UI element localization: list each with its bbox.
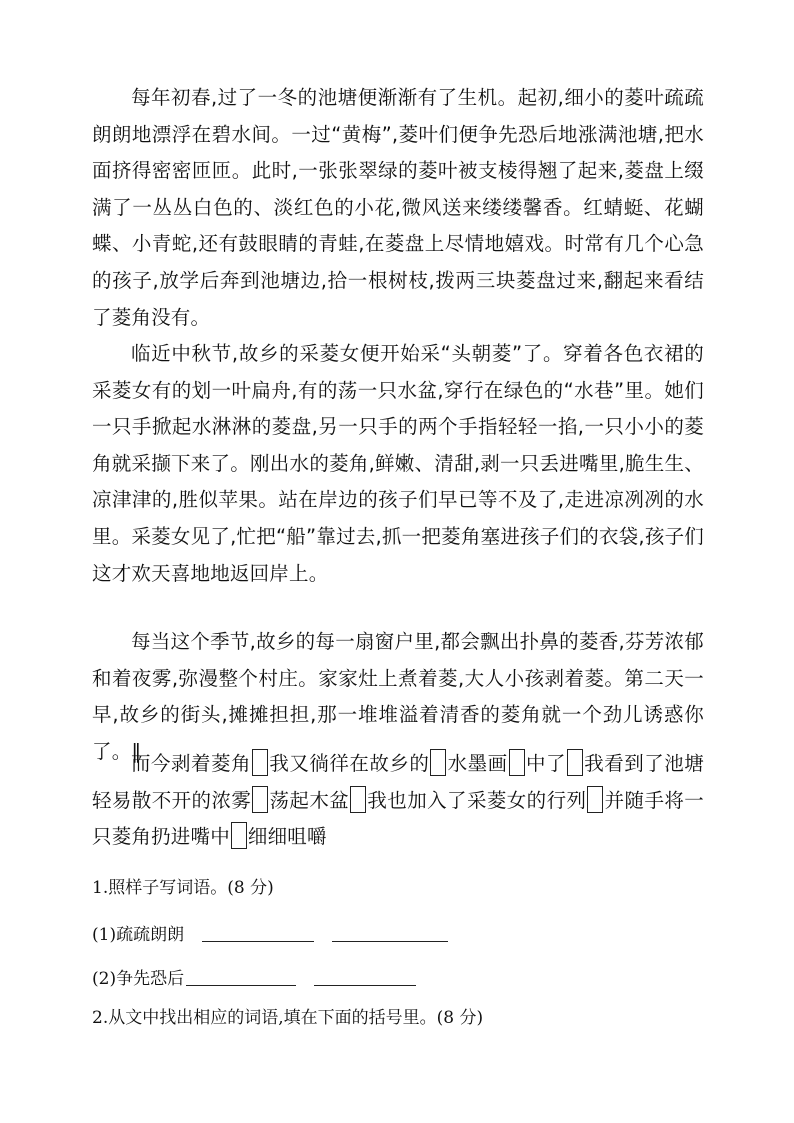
example-word: (2)争先恐后	[92, 969, 185, 989]
answer-blank[interactable]	[332, 923, 448, 942]
question-1-title: 1.照样子写词语。(8 分)	[92, 878, 274, 898]
question-2-title: 2.从文中找出相应的词语,填在下面的括号里。(8 分)	[92, 1008, 484, 1028]
punctuation-box[interactable]	[430, 749, 446, 776]
sentence-part: 我看到了池塘轻易散不开的浓雾	[92, 752, 704, 812]
sentence-part: 中了	[525, 752, 566, 775]
punctuation-box[interactable]	[509, 749, 525, 776]
punctuation-box[interactable]	[567, 749, 583, 776]
answer-blank[interactable]	[186, 967, 296, 986]
punctuation-box[interactable]	[587, 786, 603, 813]
paragraph-spring: 每年初春,过了一冬的池塘便渐渐有了生机。起初,细小的菱叶疏疏朗朗地漂浮在碧水间。一过“黄梅”,菱叶们便争先恐后地涨满池塘,把水面挤得密密匝匝。此时,一张张翠绿的菱叶被支棱得翘了起来,菱盘上缀满了一丛丛白色的、淡红色的小花,微风送来缕缕馨香。红蜻蜓、花蝴蝶、小青蛇,还有鼓眼睛的青蛙,在菱盘上尽情地嬉戏。时常有几个心急的孩子,放学后奔到池塘边,拾一根树枝,拨两三块菱盘过来,翻起来看结了菱角没有。	[92, 86, 704, 329]
sentence-part: 细细咀嚼	[247, 825, 327, 849]
sentence-part: 我又徜徉在故乡的	[269, 752, 430, 775]
sentence-part: 水墨画	[447, 752, 508, 775]
question-1-item-2	[92, 964, 416, 989]
sentence-part: 并随手将一只菱角扔进嘴中	[92, 788, 704, 849]
paragraph-harvest: 临近中秋节,故乡的采菱女便开始采“头朝菱”了。穿着各色衣裙的采菱女有的划一叶扁舟,有的荡一只水盆,穿行在绿色的“水巷”里。她们一只手掀起水淋淋的菱盘,另一只手的两个手指轻轻一掐,一只小小的菱角就采撷下来了。刚出水的菱角,鲜嫩、清甜,剥一只丢进嘴里,脆生生、凉津津的,胜似苹果。站在岸边的孩子们早已等不及了,走进凉冽冽的水里。采菱女见了,忙把“船”靠过去,抓一把菱角塞进孩子们的衣袋,孩子们这才欢天喜地地返回岸上。	[92, 342, 704, 585]
sentence-part: 我也加入了采菱女的行列	[367, 788, 587, 812]
punctuation-box[interactable]	[231, 822, 247, 849]
example-word: (1)疏疏朗朗	[92, 925, 185, 945]
paragraph-fragrance: 每当这个季节,故乡的每一扇窗户里,都会飘出扑鼻的菱香,芬芳浓郁和着夜雾,弥漫整个村庄。家家灶上煮着菱,大人小孩剥着菱。第二天一早,故乡的街头,摊摊担担,那一堆堆溢着清香的菱角就一个劲儿诱惑你了。‖	[92, 630, 704, 763]
sentence-part: 而今剥着菱角	[131, 752, 252, 775]
punctuation-box[interactable]	[350, 786, 366, 813]
punctuation-box[interactable]	[252, 786, 268, 813]
answer-blank[interactable]	[202, 923, 314, 942]
question-1-item-1	[92, 920, 448, 945]
punctuation-box[interactable]	[252, 749, 268, 776]
sentence-part: 荡起木盆	[269, 788, 350, 812]
paragraph-punctuation-exercise	[92, 746, 704, 856]
answer-blank[interactable]	[314, 967, 416, 986]
